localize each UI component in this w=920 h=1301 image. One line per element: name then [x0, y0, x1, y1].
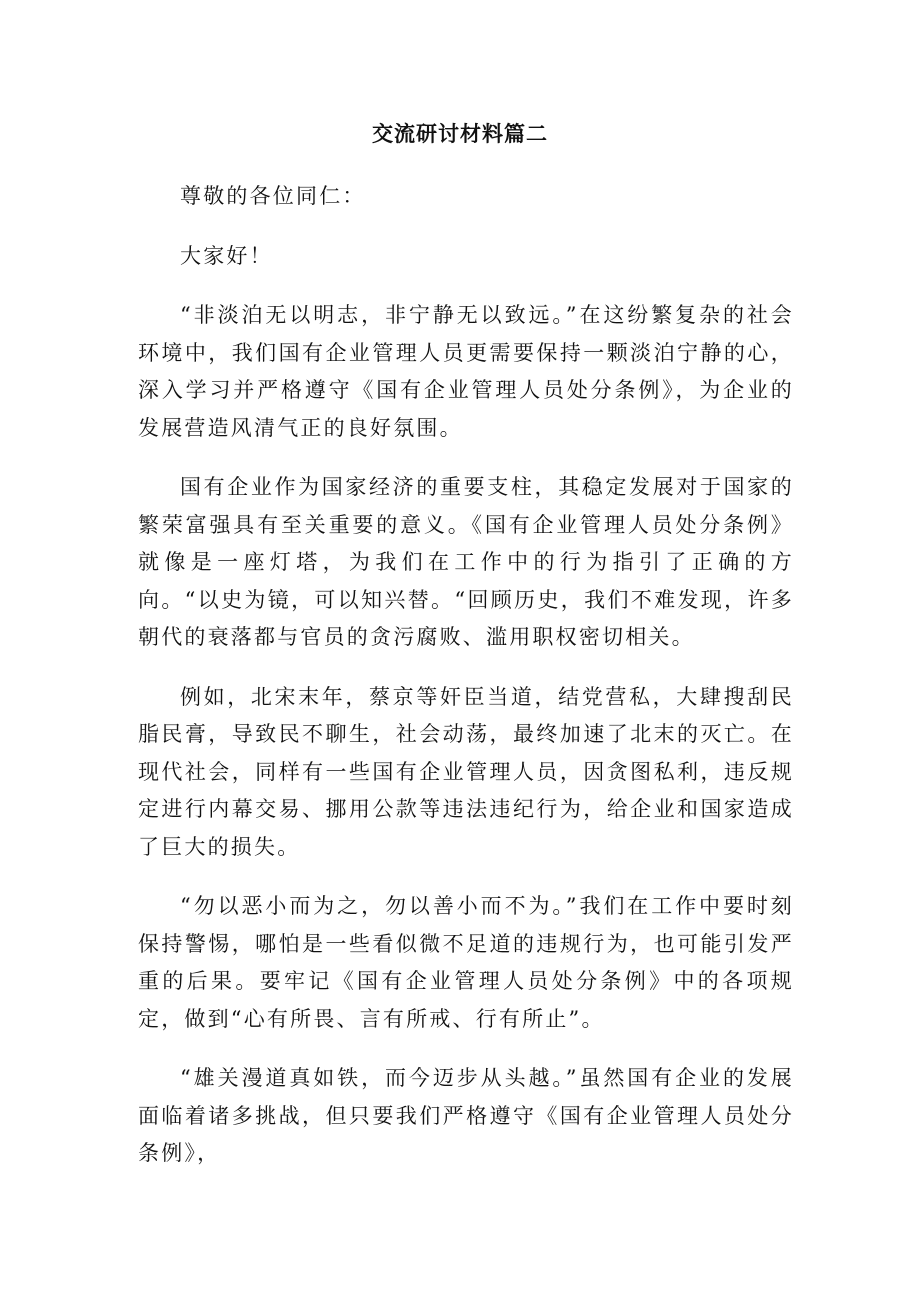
body-paragraph-2: 国有企业作为国家经济的重要支柱，其稳定发展对于国家的繁荣富强具有至关重要的意义。《国有企业管理人员处分条例》就像是一座灯塔，为我们在工作中的行为指引了正确的方向。“以史为镜，可以知兴替。“回顾历史，我们不难发现，许多朝代的衰落都与官员的贪污腐败、滥用职权密切相关。 — [138, 475, 794, 649]
document-title: 交流研讨材料篇二 — [372, 121, 548, 146]
salutation-paragraph: 尊敬的各位同仁： — [180, 184, 366, 208]
body-paragraph-3: 例如，北宋末年，蔡京等奸臣当道，结党营私，大肆搜刮民脂民膏，导致民不聊生，社会动荡，最终加速了北末的灭亡。在现代社会，同样有一些国有企业管理人员，因贪图私利，违反规定进行内幕交易、挪用公款等违法违纪行为，给企业和国家造成了巨大的损失。 — [138, 684, 794, 859]
document-body — [138, 178, 794, 1173]
body-paragraph-4: “勿以恶小而为之，勿以善小而不为。”我们在工作中要时刻保持警惕，哪怕是一些看似微不足道的违规行为，也可能引发严重的后果。要牢记《国有企业管理人员处分条例》中的各项规定，做到“心有所畏、言有所戒、行有所止”。 — [138, 894, 794, 1031]
body-paragraph-1: “非淡泊无以明志，非宁静无以致远。”在这纷繁复杂的社会环境中，我们国有企业管理人员更需要保持一颗淡泊宁静的心，深入学习并严格遵守《国有企业管理人员处分条例》，为企业的发展营造风清气正的良好氛围。 — [138, 303, 794, 440]
greeting-paragraph: 大家好！ — [180, 243, 273, 268]
body-paragraph-5: “雄关漫道真如铁，而今迈步从头越。”虽然国有企业的发展面临着诸多挑战，但只要我们严格遵守《国有企业管理人员处分条例》， — [138, 1066, 794, 1165]
